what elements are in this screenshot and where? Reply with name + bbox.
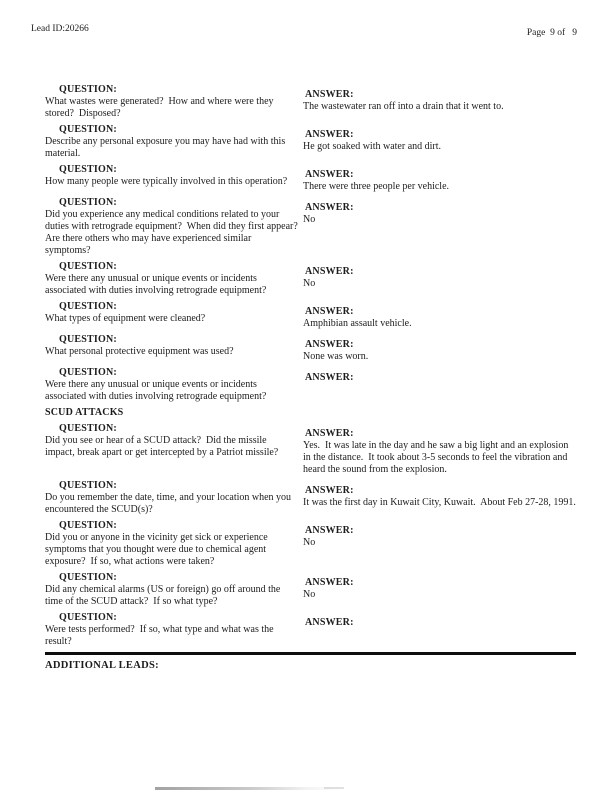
question-text: Were there any unusual or unique events or incidents associated with duties involving retrograde equipment? (45, 379, 267, 402)
answer-text: No (303, 278, 316, 289)
question-cell (45, 480, 298, 516)
qa-row (45, 301, 576, 330)
qa-row (45, 423, 576, 476)
question-cell (45, 164, 298, 193)
answer-text: He got soaked with water and dirt. (303, 141, 442, 152)
question-text: Did you or anyone in the vicinity get sick or experience symptoms that you thought were due to chemical agent exposure? If so, what actions were taken? (45, 532, 271, 567)
answer-text: No (303, 214, 316, 225)
question-text: Did you experience any medical conditions related to your duties with retrograde equipment? When did they first appear? Are there others who may have experienced similar symptoms? (45, 209, 303, 256)
answer-cell (303, 520, 576, 568)
answer-label: ANSWER: (305, 266, 354, 277)
answer-label: ANSWER: (305, 202, 354, 213)
question-cell (45, 367, 298, 403)
question-text: Do you remember the date, time, and your location when you encountered the SCUD(s)? (45, 492, 294, 515)
question-cell (45, 334, 298, 363)
answer-label: ANSWER: (305, 169, 354, 180)
question-text: Were tests performed? If so, what type and what was the result? (45, 624, 277, 647)
answer-cell (303, 164, 576, 193)
answer-label: ANSWER: (305, 89, 354, 100)
qa-row (45, 367, 576, 403)
question-cell (45, 520, 298, 568)
answer-cell (303, 612, 576, 648)
qa-row (45, 261, 576, 297)
section-heading: SCUD ATTACKS (45, 407, 124, 418)
qa-row (45, 84, 576, 120)
answer-text: It was the first day in Kuwait City, Kuwait. About Feb 27-28, 1991. (303, 497, 576, 508)
question-cell (45, 261, 298, 297)
answer-label: ANSWER: (305, 129, 354, 140)
answer-cell (303, 84, 576, 120)
question-label: QUESTION: (59, 480, 117, 491)
question-label: QUESTION: (59, 84, 117, 95)
question-cell (45, 124, 298, 160)
answer-cell (303, 124, 576, 160)
answer-label: ANSWER: (305, 428, 354, 439)
answer-cell (303, 480, 576, 516)
answer-text: The wastewater ran off into a drain that it went to. (303, 101, 504, 112)
additional-leads-heading: ADDITIONAL LEADS: (45, 660, 159, 671)
question-cell (45, 423, 298, 476)
answer-cell (303, 367, 576, 403)
document-content (45, 84, 576, 672)
question-label: QUESTION: (59, 423, 117, 434)
answer-text: No (303, 537, 316, 548)
question-cell (45, 301, 298, 330)
lead-id-label: Lead ID:20266 (31, 24, 89, 34)
scan-smudge-artifact-small (324, 787, 344, 789)
question-cell (45, 612, 298, 648)
question-text: What types of equipment were cleaned? (45, 313, 206, 324)
qa-row (45, 520, 576, 568)
question-text: Describe any personal exposure you may have had with this material. (45, 136, 288, 159)
qa-row (45, 612, 576, 648)
question-text: Did any chemical alarms (US or foreign) go off around the time of the SCUD attack? If so what type? (45, 584, 283, 607)
answer-label: ANSWER: (305, 372, 354, 383)
question-label: QUESTION: (59, 124, 117, 135)
question-label: QUESTION: (59, 197, 117, 208)
qa-row (45, 124, 576, 160)
question-text: What wastes were generated? How and where were they stored? Disposed? (45, 96, 277, 119)
answer-label: ANSWER: (305, 485, 354, 496)
answer-text: None was worn. (303, 351, 369, 362)
answer-label: ANSWER: (305, 339, 354, 350)
question-cell (45, 84, 298, 120)
answer-cell (303, 572, 576, 608)
question-label: QUESTION: (59, 612, 117, 623)
page-number-label: Page 9 of 9 (526, 28, 577, 38)
question-label: QUESTION: (59, 334, 117, 345)
scan-smudge-artifact (155, 787, 345, 790)
question-cell (45, 197, 303, 257)
question-label: QUESTION: (59, 261, 117, 272)
answer-label: ANSWER: (305, 617, 354, 628)
answer-cell (303, 334, 576, 363)
answer-cell (303, 301, 576, 330)
answer-text: Amphibian assault vehicle. (303, 318, 412, 329)
question-label: QUESTION: (59, 367, 117, 378)
qa-list (45, 84, 576, 648)
question-label: QUESTION: (59, 164, 117, 175)
question-label: QUESTION: (59, 572, 117, 583)
answer-label: ANSWER: (305, 306, 354, 317)
question-text: How many people were typically involved in this operation? (45, 176, 288, 187)
qa-row (45, 164, 576, 193)
answer-cell (303, 197, 576, 257)
qa-row (45, 197, 576, 257)
question-label: QUESTION: (59, 520, 117, 531)
qa-row (45, 572, 576, 608)
question-text: Were there any unusual or unique events or incidents associated with duties involving retrograde equipment? (45, 273, 267, 296)
qa-row (45, 480, 576, 516)
qa-row (45, 334, 576, 363)
answer-cell (303, 423, 576, 476)
question-text: What personal protective equipment was used? (45, 346, 234, 357)
answer-text: Yes. It was late in the day and he saw a big light and an explosion in the distance. It took about 3-5 seconds to feel the vibration and heard the sound from the explosion. (303, 440, 571, 475)
answer-text: No (303, 589, 316, 600)
question-text: Did you see or hear of a SCUD attack? Did the missile impact, break apart or get intercepted by a Patriot missile? (45, 435, 279, 458)
answer-cell (303, 261, 576, 297)
answer-label: ANSWER: (305, 525, 354, 536)
question-label: QUESTION: (59, 301, 117, 312)
section-divider-rule (45, 652, 576, 655)
answer-text: There were three people per vehicle. (303, 181, 450, 192)
question-cell (45, 572, 298, 608)
answer-label: ANSWER: (305, 577, 354, 588)
